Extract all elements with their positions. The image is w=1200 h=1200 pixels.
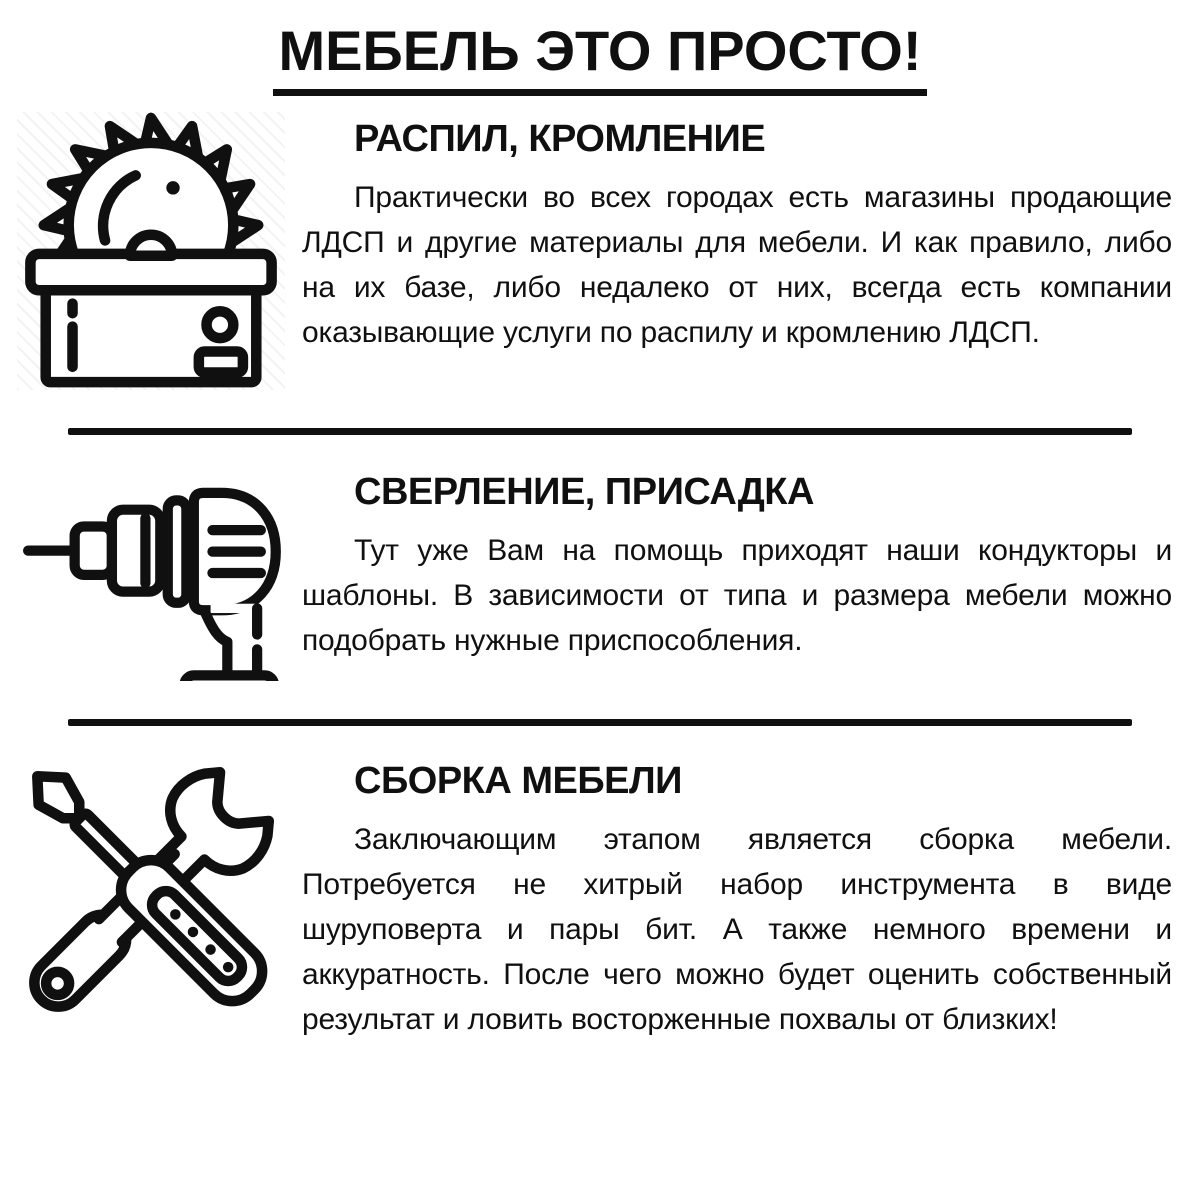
tools-icon bbox=[17, 754, 285, 1026]
section-sverlenie bbox=[0, 465, 1200, 681]
icon-box bbox=[17, 754, 285, 1026]
section-heading: СБОРКА МЕБЕЛИ bbox=[354, 759, 682, 802]
section-raspil bbox=[0, 112, 1200, 390]
section-content bbox=[302, 112, 1172, 355]
table-saw-icon bbox=[17, 112, 285, 390]
section-heading: РАСПИЛ, КРОМЛЕНИЕ bbox=[354, 117, 766, 160]
section-icon-col bbox=[0, 465, 302, 681]
section-icon-col bbox=[0, 754, 302, 1026]
title-wrap bbox=[0, 0, 1200, 96]
section-icon-col bbox=[0, 112, 302, 390]
section-content bbox=[302, 465, 1172, 663]
icon-box bbox=[17, 112, 285, 390]
page-title: МЕБЕЛЬ ЭТО ПРОСТО! bbox=[273, 22, 928, 96]
icon-box bbox=[20, 465, 282, 681]
section-heading: СВЕРЛЕНИЕ, ПРИСАДКА bbox=[354, 470, 814, 513]
section-divider bbox=[68, 428, 1132, 435]
section-body: Тут уже Вам на помощь приходят наши кондукторы и шаблоны. В зависимости от типа и размера мебели можно подобрать нужные приспособления. bbox=[302, 533, 1172, 657]
section-body: Практически во всех городах есть магазины продающие ЛДСП и другие материалы для мебели. И как правило, либо на их базе, либо недалеко от них, всегда есть компании оказывающие услуги по распилу и кромлению ЛДСП. bbox=[302, 180, 1172, 349]
drill-icon bbox=[20, 465, 282, 681]
section-content bbox=[302, 754, 1172, 1042]
section-body: Заключающим этапом является сборка мебели. Потребуется не хитрый набор инструмента в виде шуруповерта и пары бит. А также немного времени и аккуратность. После чего можно будет оценить собственный результат и ловить восторженные похвалы от близких! bbox=[302, 822, 1172, 1036]
section-sborka bbox=[0, 754, 1200, 1042]
section-divider bbox=[68, 719, 1132, 726]
